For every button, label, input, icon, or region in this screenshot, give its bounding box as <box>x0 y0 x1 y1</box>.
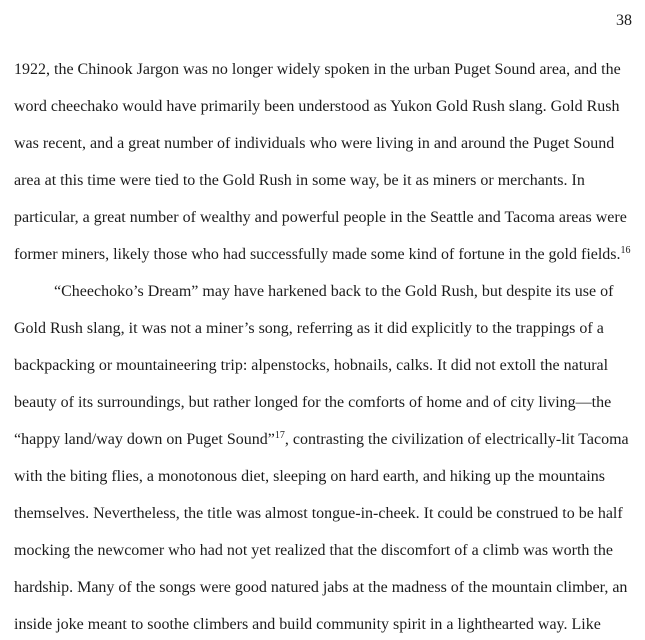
text-segment: backpacking or mountaineering trip: alpenstocks, hobnails, calks. It did not extoll the natural <box>14 357 609 374</box>
text-segment: mocking the newcomer who had not yet realized that the discomfort of a climb was worth the <box>14 542 613 559</box>
text-segment: inside joke meant to soothe climbers and build community spirit in a lighthearted way. Like <box>14 616 601 633</box>
footnote-reference: 17 <box>274 430 285 441</box>
text-line <box>14 606 634 640</box>
text-segment: particular, a great number of wealthy and powerful people in the Seattle and Tacoma areas were <box>14 209 627 226</box>
text-line <box>14 162 634 199</box>
text-line <box>14 532 634 569</box>
text-line <box>14 495 634 532</box>
text-segment: area at this time were tied to the Gold Rush in some way, be it as miners or merchants. In <box>14 172 585 189</box>
body-text <box>14 51 634 640</box>
footnote-reference: 16 <box>620 245 631 256</box>
text-line <box>14 51 634 88</box>
text-segment: themselves. Nevertheless, the title was almost tongue-in-cheek. It could be construed to be half <box>14 505 623 522</box>
text-segment: former miners, likely those who had successfully made some kind of fortune in the gold fields. <box>14 246 621 263</box>
text-segment: “happy land/way down on Puget Sound” <box>14 431 275 448</box>
text-segment: was recent, and a great number of individuals who were living in and around the Puget Sound <box>14 135 615 152</box>
text-line <box>14 421 634 458</box>
text-line <box>14 273 634 310</box>
text-line <box>14 88 634 125</box>
text-line <box>14 199 634 236</box>
text-line <box>14 236 634 273</box>
text-segment: beauty of its surroundings, but rather longed for the comforts of home and of city living—the <box>14 394 612 411</box>
text-segment: Gold Rush slang, it was not a miner’s song, referring as it did explicitly to the trappings of a <box>14 320 604 337</box>
text-segment: word cheechako would have primarily been understood as Yukon Gold Rush slang. Gold Rush <box>14 98 620 115</box>
text-segment: with the biting flies, a monotonous diet, sleeping on hard earth, and hiking up the mountains <box>14 468 606 485</box>
text-line <box>14 569 634 606</box>
text-segment: hardship. Many of the songs were good natured jabs at the madness of the mountain climber, an <box>14 579 628 596</box>
text-line <box>14 384 634 421</box>
text-segment: , contrasting the civilization of electrically-lit Tacoma <box>284 431 629 448</box>
text-line <box>14 310 634 347</box>
page-number: 38 <box>616 12 632 29</box>
text-line <box>14 125 634 162</box>
text-segment: “Cheechoko’s Dream” may have harkened back to the Gold Rush, but despite its use of <box>54 283 614 300</box>
text-line <box>14 347 634 384</box>
text-line <box>14 458 634 495</box>
text-segment: 1922, the Chinook Jargon was no longer widely spoken in the urban Puget Sound area, and the <box>14 61 621 78</box>
